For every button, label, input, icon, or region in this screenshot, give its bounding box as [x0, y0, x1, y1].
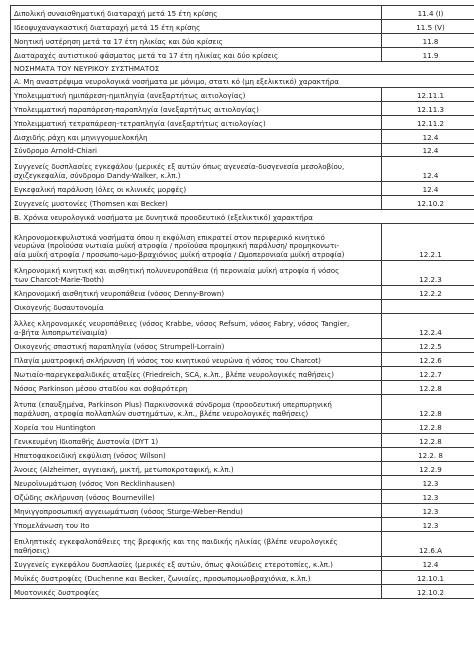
code-text: 12.2. 8: [418, 450, 443, 460]
condition-cell: [11, 585, 382, 599]
section-heading-row: [11, 75, 474, 88]
table-row: [11, 448, 474, 462]
code-text: 12.2.5: [419, 341, 442, 351]
code-text: 12.3: [422, 478, 439, 488]
table-row: [11, 116, 474, 130]
code-cell: [382, 224, 474, 261]
code-text: 12.3: [422, 492, 439, 502]
code-cell: [382, 571, 474, 585]
code-text: 12.2.6: [419, 355, 442, 365]
code-text: 12.10.1: [416, 573, 445, 583]
code-text: 12.2.8: [419, 383, 442, 393]
code-text: 12.2.7: [419, 369, 442, 379]
table-row: [11, 532, 474, 557]
section-heading-row: [11, 62, 474, 75]
code-cell: [382, 261, 474, 286]
condition-cell: [11, 420, 382, 434]
condition-cell: [11, 286, 382, 300]
condition-text: Νευροϊνωμάτωση (νόσος Von Recklinhausen): [14, 478, 175, 488]
condition-text: Άνοιες (Alzheimer, αγγειακή, μικτή, μετωποκροταφική, κ.λπ.): [14, 464, 234, 474]
table-row: [11, 476, 474, 490]
table-row: [11, 420, 474, 434]
condition-text: Γενικευμένη Ιδιοπαθής Δυστονία (DYT 1): [14, 436, 159, 446]
condition-cell: [11, 20, 382, 34]
condition-cell: [11, 130, 382, 144]
condition-text: Διαταραχές αυτιστικού φάσματος μετά τα 17 έτη ηλικίας και δύο κρίσεις: [14, 50, 279, 60]
code-cell: [382, 130, 474, 144]
condition-cell: [11, 557, 382, 571]
code-cell: [382, 532, 474, 557]
table-row: [11, 144, 474, 157]
code-cell: [382, 48, 474, 62]
code-cell: [382, 34, 474, 48]
condition-text: Υπολειμματική τετραπάρεση-τετραπληγία (ανεξαρτήτως αιτιολογίας): [14, 118, 266, 128]
table-row: [11, 571, 474, 585]
condition-cell: [11, 261, 382, 286]
condition-cell: [11, 182, 382, 196]
code-text: 12.3: [422, 506, 439, 516]
section-heading-text: Α. Μη αναστρέψιμα νευρολογικά νοσήματα με μόνιμο, στατι κό (μη εξελικτικό) χαρακτήρα: [14, 76, 339, 86]
condition-text: Υπολειμματική παραπάρεση-παραπληγία (ανεξαρτήτως αιτιολογίας): [14, 104, 259, 114]
condition-text: Χορεία του Huntington: [14, 422, 96, 432]
code-text: 12.2.3: [419, 274, 442, 284]
condition-cell: [11, 476, 382, 490]
code-cell: [382, 448, 474, 462]
document-table-container: [10, 5, 465, 599]
condition-cell: [11, 144, 382, 157]
code-cell: [382, 395, 474, 420]
condition-text: Οικογενής σπαστική παραπληγία (νόσος Strumpell-Lorrain): [14, 341, 225, 351]
code-cell: [382, 157, 474, 182]
code-text: 12.10.2: [416, 587, 445, 597]
table-body: [11, 6, 474, 599]
condition-cell: [11, 314, 382, 339]
table-row: [11, 196, 474, 210]
condition-cell: [11, 434, 382, 448]
condition-cell: [11, 48, 382, 62]
table-row: [11, 34, 474, 48]
condition-text: Οζώδης σκλήρυνση (νόσος Bourneville): [14, 492, 155, 502]
code-cell: [382, 518, 474, 532]
condition-text: Νωτιαίο-παρεγκεφαλιδικές αταξίες (Friedreich, SCA, κ.λπ., βλέπε νευρολογικές παθήσεις): [14, 369, 335, 379]
table-row: [11, 88, 474, 102]
code-text: 12.4: [422, 184, 439, 194]
condition-text: Σύνδρομο Arnold-Chiari: [14, 145, 98, 155]
condition-cell: [11, 157, 382, 182]
section-heading-cell: [11, 210, 474, 224]
code-text: 12.2.2: [419, 288, 442, 298]
condition-cell: [11, 116, 382, 130]
table-row: [11, 490, 474, 504]
code-text: 12.10.2: [416, 198, 445, 208]
condition-text: Υπομελάνωση του Ito: [14, 520, 90, 530]
table-row: [11, 300, 474, 314]
code-cell: [382, 434, 474, 448]
code-text: 11.4 (I): [417, 8, 444, 18]
condition-cell: [11, 196, 382, 210]
condition-cell: [11, 571, 382, 585]
condition-text: Ηπατοφακοειδική εκφύλιση (νόσος Wilson): [14, 450, 166, 460]
condition-cell: [11, 34, 382, 48]
condition-cell: [11, 518, 382, 532]
code-cell: [382, 504, 474, 518]
table-row: [11, 395, 474, 420]
code-cell: [382, 314, 474, 339]
condition-cell: [11, 88, 382, 102]
condition-text: Μυϊκές δυστροφίες (Duchenne και Becker, ζωνιαίες, προσωπομωοβραχιόνια, κ.λπ.): [14, 573, 311, 583]
code-text: 12.4: [422, 170, 439, 180]
code-cell: [382, 102, 474, 116]
condition-cell: [11, 339, 382, 353]
condition-text: Συγγενείς δυσπλασίες εγκεφάλου (μερικές εξ αυτών όπως αγενεσία-δυσγενεσία μεσολοβίου, σχιζεγκεφαλία, σύνδρομο Dandy-Walker, κ.λπ.): [14, 162, 345, 180]
condition-text: Δισχιδής ράχη και μηνιγγομυελοκήλη: [14, 132, 148, 142]
table-row: [11, 585, 474, 599]
condition-text: Υπολειμματική ημιπάρεση-ημιπληγία (ανεξαρτήτως αιτιολογίας): [14, 90, 246, 100]
table-row: [11, 102, 474, 116]
table-row: [11, 224, 474, 261]
condition-cell: [11, 224, 382, 261]
condition-cell: [11, 532, 382, 557]
table-row: [11, 518, 474, 532]
condition-text: Ιδεοψυχαναγκαστική διαταραχή μετά 15 έτη κρίσης: [14, 22, 201, 32]
condition-text: Συγγενείς εγκεφάλου δυσπλασίες (μερικές εξ αυτών, όπως φλοιώδεις ετεροτοπίες, κ.λπ.): [14, 559, 333, 569]
section-heading-text: ΝΟΣΗΜΑΤΑ ΤΟΥ ΝΕΥΡΙΚΟΥ ΣΥΣΤΗΜΑΤΟΣ: [14, 63, 160, 73]
condition-cell: [11, 462, 382, 476]
table-row: [11, 367, 474, 381]
condition-text: Άτυπα (επαυξημένα, Parkinson Plus) Παρκινσονικά σύνδρομα (προοδευτική υπερπυρηνική παράλυση, ατροφία πολλαπλών συστημάτων, κ.λπ., βλέπε νευρολογικές παθήσεις): [14, 400, 332, 418]
condition-cell: [11, 300, 382, 314]
table-row: [11, 462, 474, 476]
code-text: 12.4: [422, 132, 439, 142]
code-text: 11.8: [422, 36, 439, 46]
table-row: [11, 20, 474, 34]
condition-text: Μυοτονικές δυστροφίες: [14, 587, 100, 597]
code-text: 12.4: [422, 559, 439, 569]
condition-text: Επιληπτικές εγκεφαλοπάθειες της βρεφικής και της παιδικής ηλικίας (βλέπε νευρολογικές παθήσεις): [14, 537, 338, 555]
table-row: [11, 286, 474, 300]
code-cell: [382, 182, 474, 196]
code-cell: [382, 196, 474, 210]
condition-text: Μηνιγγοπροσωπική αγγειωμάτωση (νόσος Sturge-Weber-Rendu): [14, 506, 243, 516]
section-heading-cell: [11, 62, 474, 75]
code-text: 12.2.8: [419, 436, 442, 446]
code-text: 12.11.1: [416, 90, 445, 100]
condition-cell: [11, 490, 382, 504]
code-cell: [382, 116, 474, 130]
table-row: [11, 48, 474, 62]
condition-text: Οικογενής δυσαυτονομία: [14, 302, 104, 312]
table-row: [11, 261, 474, 286]
table-row: [11, 353, 474, 367]
code-text: 12.3: [422, 520, 439, 530]
code-cell: [382, 20, 474, 34]
section-heading-cell: [11, 75, 474, 88]
code-cell: [382, 353, 474, 367]
code-text: 12.4: [422, 145, 439, 155]
code-cell: [382, 420, 474, 434]
condition-text: Κληρονομική κινητική και αισθητική πολυνευροπάθεια (ή περονιαία μυϊκή ατροφία ή νόσος των Charcot-Marie-Tooth): [14, 266, 340, 284]
condition-cell: [11, 395, 382, 420]
condition-cell: [11, 504, 382, 518]
code-text: 12.11.3: [416, 104, 445, 114]
code-cell: [382, 557, 474, 571]
condition-cell: [11, 102, 382, 116]
table-row: [11, 504, 474, 518]
section-heading-row: [11, 210, 474, 224]
condition-text: Κληρονομική αισθητική νευροπάθεια (νόσος Denny-Brown): [14, 288, 225, 298]
code-text: 11.9: [422, 50, 439, 60]
table-row: [11, 557, 474, 571]
code-text: 12.2.4: [419, 327, 442, 337]
code-cell: [382, 476, 474, 490]
condition-cell: [11, 448, 382, 462]
condition-text: Συγγενείς μυοτονίες (Thomsen και Becker): [14, 198, 168, 208]
code-cell: [382, 6, 474, 20]
condition-text: Νόσος Parkinson μέσου σταδίου και σοβαρότερη: [14, 383, 188, 393]
code-cell: [382, 144, 474, 157]
condition-cell: [11, 381, 382, 395]
table-row: [11, 6, 474, 20]
disease-code-table: [10, 5, 474, 599]
condition-text: Διπολική συναισθηματική διαταραχή μετά 15 έτη κρίσης: [14, 8, 218, 18]
code-cell: [382, 585, 474, 599]
code-text: 11.5 (V): [416, 22, 445, 32]
table-row: [11, 157, 474, 182]
condition-text: Πλαγία μυατροφική σκλήρυνση (ή νόσος του κινητικού νευρώνα ή νόσος του Charcot): [14, 355, 321, 365]
table-row: [11, 434, 474, 448]
table-row: [11, 381, 474, 395]
code-text: 12.6.A: [419, 545, 442, 555]
condition-cell: [11, 6, 382, 20]
table-row: [11, 314, 474, 339]
condition-text: Κληρονομοεκφυλιστικά νοσήματα όπου η εκφύλιση επικρατεί στον περιφερικό κινητικό νευρώνα (προϊούσα νωτιαία μυϊκή ατροφία / προϊούσα προμηκική παράλυση/ προμηκονωτι- αία μυϊκή ατροφία / προσωπο-ωμο-βραχιόνιος μυϊκή ατροφία / Ωμοπερονιαία μυϊκή ατροφία): [14, 232, 345, 259]
code-text: 12.2.8: [419, 422, 442, 432]
condition-text: Νοητική υστέρηση μετά τα 17 έτη ηλικίας και δύο κρίσεις: [14, 36, 223, 46]
section-heading-text: Β. Χρόνια νευρολογικά νοσήματα με δυνητικά προοδευτικό (εξελικτικό) χαρακτήρα: [14, 212, 313, 222]
code-cell: [382, 339, 474, 353]
code-text: 12.2.9: [419, 464, 442, 474]
code-text: 12.2.1: [419, 249, 442, 259]
table-row: [11, 339, 474, 353]
code-cell: [382, 300, 474, 314]
table-row: [11, 182, 474, 196]
condition-cell: [11, 367, 382, 381]
code-cell: [382, 490, 474, 504]
code-text: 12.11.2: [416, 118, 445, 128]
code-cell: [382, 381, 474, 395]
condition-cell: [11, 353, 382, 367]
table-row: [11, 130, 474, 144]
code-cell: [382, 462, 474, 476]
condition-text: Άλλες κληρονομικές νευροπάθειες (νόσος Krabbe, νόσος Refsum, νόσος Fabry, νόσος Tangier, α-βήτα λιποπρωτεϊναιμία): [14, 319, 350, 337]
code-cell: [382, 88, 474, 102]
code-cell: [382, 286, 474, 300]
code-cell: [382, 367, 474, 381]
condition-text: Εγκεφαλική παράλυση (όλες οι κλινικές μορφές): [14, 184, 187, 194]
code-text: 12.2.8: [419, 408, 442, 418]
